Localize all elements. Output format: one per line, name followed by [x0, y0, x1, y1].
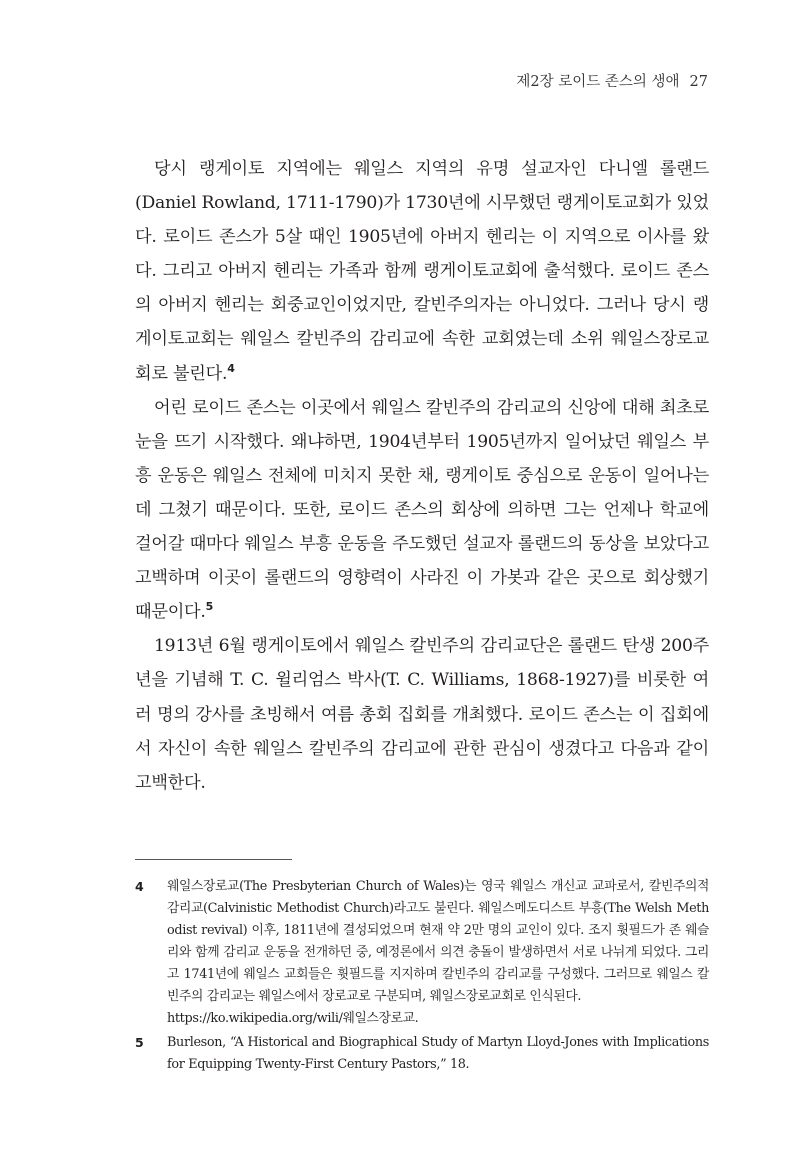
footnote-text: Burleson, “A Historical and Biographical Study of Martyn Lloyd-Jones with Implications for Equipping Twenty-First Century Pastors,” 18.	[167, 1035, 709, 1072]
footnote-url[interactable]: https://ko.wikipedia.org/wili/웨일스장로교.	[167, 1011, 419, 1026]
paragraph-text: 어린 로이드 존스는 이곳에서 웨일스 칼빈주의 감리교의 신앙에 대해 최초로 눈을 뜨기 시작했다. 왜냐하면, 1904년부터 1905년까지 일어났던 웨일스 부흥 운동은 웨일스 전체에 미치지 못한 채, 랭게이토 중심으로 운동이 일어나는 데 그쳤기 때문이다. 또한, 로이드 존스의 회상에 의하면 그는 언제나 학교에 걸어갈 때마다 웨일스 부흥 운동을 주도했던 설교자 롤랜드의 동상을 보았다고 고백하며 이곳이 롤랜드의 영향력이 사라진 이 가봇과 같은 곳으로 회상했기 때문이다.	[135, 397, 709, 623]
footnote-ref-5[interactable]: 5	[205, 600, 214, 614]
footnotes	[135, 876, 709, 1078]
running-header	[516, 70, 708, 91]
footnote-number: 5	[135, 1035, 144, 1050]
footnote-ref-4[interactable]: 4	[227, 361, 235, 375]
footnote-4	[135, 876, 709, 1030]
footnote-5	[135, 1032, 709, 1076]
paragraph-2	[135, 391, 709, 630]
paragraph-text: 당시 랭게이토 지역에는 웨일스 지역의 유명 설교자인 다니엘 롤랜드(Daniel Rowland, 1711-1790)가 1730년에 시무했던 랭게이토교회가 있었다. 로이드 존스가 5살 때인 1905년에 아버지 헨리는 이 지역으로 이사를 왔다. 그리고 아버지 헨리는 가족과 함께 랭게이토교회에 출석했다. 로이드 존스의 아버지 헨리는 회중교인이었지만, 칼빈주의자는 아니었다. 그러나 당시 랭게이토교회는 웨일스 칼빈주의 감리교에 속한 교회였는데 소위 웨일스장로교회로 불린다.	[135, 159, 709, 384]
paragraph-1	[135, 152, 709, 391]
page-number: 27	[689, 74, 708, 90]
paragraph-3	[135, 629, 709, 799]
footnote-divider	[135, 859, 292, 860]
paragraph-text: 1913년 6월 랭게이토에서 웨일스 칼빈주의 감리교단은 롤랜드 탄생 200주년을 기념해 T. C. 윌리엄스 박사(T. C. Williams, 1868-1927)를 비롯한 여러 명의 강사를 초빙해서 여름 총회 집회를 개최했다. 로이드 존스는 이 집회에서 자신이 속한 웨일스 칼빈주의 감리교에 관한 관심이 생겼다고 다음과 같이 고백한다.	[135, 636, 709, 793]
footnote-number: 4	[135, 879, 144, 894]
chapter-title: 제2장 로이드 존스의 생애	[516, 74, 680, 90]
footnote-text: 웨일스장로교(The Presbyterian Church of Wales)는 영국 웨일스 개신교 교파로서, 칼빈주의적 감리교(Calvinistic Methodist Church)라고도 불린다. 웨일스메도디스트 부흥(The Welsh Methodist revival) 이후, 1811년에 결성되었으며 현재 약 2만 명의 교인이 있다. 조지 휫필드가 존 웨슬리와 함께 감리교 운동을 전개하던 중, 예정론에서 의견 충돌이 발생하면서 서로 나뉘게 되었다. 그리고 1741년에 웨일스 교회들은 휫필드를 지지하며 칼빈주의 감리교를 구성했다. 그러므로 웨일스 칼빈주의 감리교는 웨일스에서 장로교로 구분되며, 웨일스장로교회로 인식된다.	[167, 879, 709, 1004]
body-text	[135, 152, 709, 800]
